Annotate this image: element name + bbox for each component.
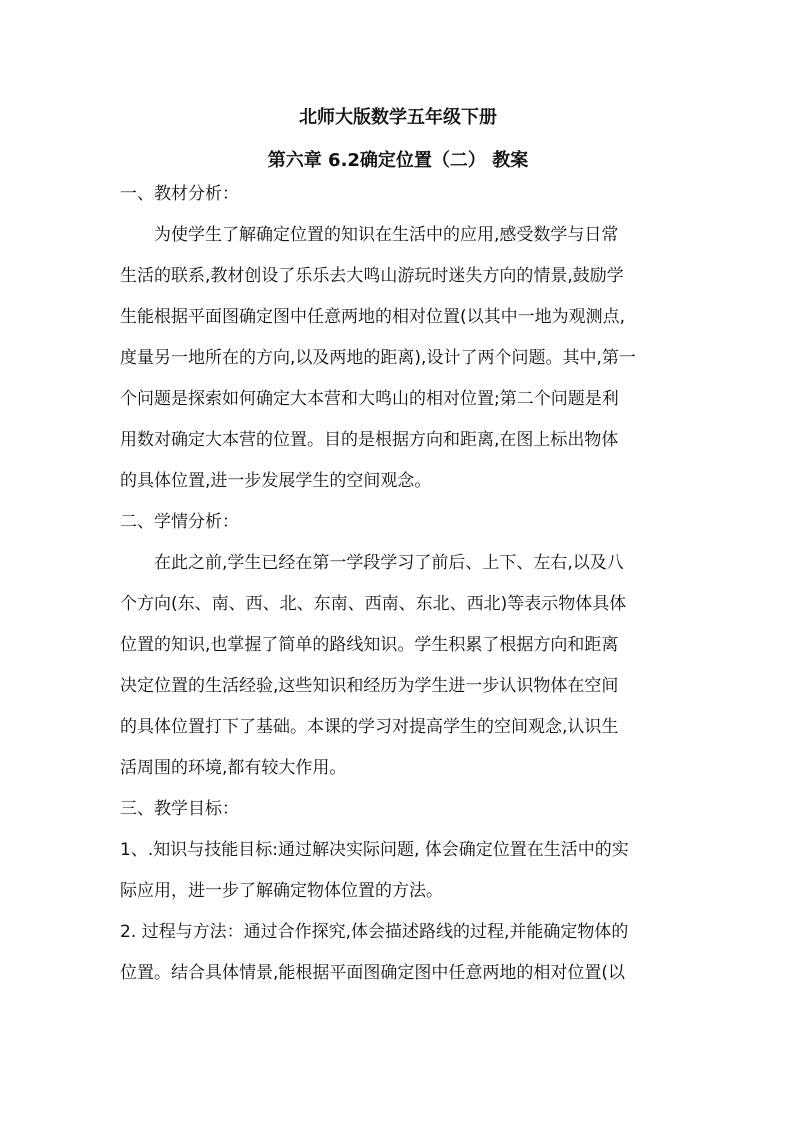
section-heading-textbook-analysis: 一、教材分析： (120, 184, 239, 204)
paragraph-line: 的具体位置打下了基础。本课的学习对提高学生的空间观念,认识生 (120, 717, 619, 737)
section-body-teaching-goals (120, 838, 676, 985)
paragraph-line: 生活的联系,教材创设了乐乐去大鸣山游玩时迷失方向的情景,鼓励学 (120, 266, 624, 286)
document-subtitle: 第六章 6.2确定位置（二） 教案 (267, 150, 529, 171)
document-body (120, 95, 676, 985)
paragraph-line: 位置。结合具体情景,能根据平面图确定图中任意两地的相对位置(以 (120, 963, 626, 983)
paragraph-line: 在此之前,学生已经在第一学段学习了前后、上下、左右,以及八 (154, 553, 624, 573)
section-body-textbook-analysis (120, 223, 676, 493)
paragraph-line: 个问题是探索如何确定大本营和大鸣山的相对位置;第二个问题是利 (120, 389, 619, 409)
paragraph-line: 度量另一地所在的方向,以及两地的距离),设计了两个问题。其中,第一 (120, 348, 636, 368)
paragraph-line: 位置的知识,也掌握了简单的路线知识。学生积累了根据方向和距离 (120, 635, 619, 655)
paragraph-line: 1、.知识与技能目标:通过解决实际问题, 体会确定位置在生活中的实 (120, 840, 629, 860)
paragraph-line: 生能根据平面图确定图中任意两地的相对位置(以其中一地为观测点, (120, 307, 626, 327)
paragraph-line: 用数对确定大本营的位置。目的是根据方向和距离,在图上标出物体 (120, 430, 619, 450)
paragraph-line: 2. 过程与方法：通过合作探究,体会描述路线的过程,并能确定物体的 (120, 922, 629, 942)
paragraph-line: 际应用，进一步了解确定物体位置的方法。 (120, 881, 443, 901)
section-heading-teaching-goals: 三、教学目标： (120, 799, 239, 819)
paragraph-line: 活周围的环境,都有较大作用。 (120, 758, 347, 778)
paragraph-line: 为使学生了解确定位置的知识在生活中的应用,感受数学与日常 (154, 225, 619, 245)
document-title: 北师大版数学五年级下册 (299, 107, 497, 128)
section-heading-student-analysis: 二、学情分析： (120, 512, 239, 532)
paragraph-line: 个方向(东、南、西、北、东南、西南、东北、西北)等表示物体具体 (120, 594, 627, 614)
paragraph-line: 的具体位置,进一步发展学生的空间观念。 (120, 471, 432, 491)
section-body-student-analysis (120, 551, 676, 780)
paragraph-line: 决定位置的生活经验,这些知识和经历为学生进一步认识物体在空间 (120, 676, 619, 696)
